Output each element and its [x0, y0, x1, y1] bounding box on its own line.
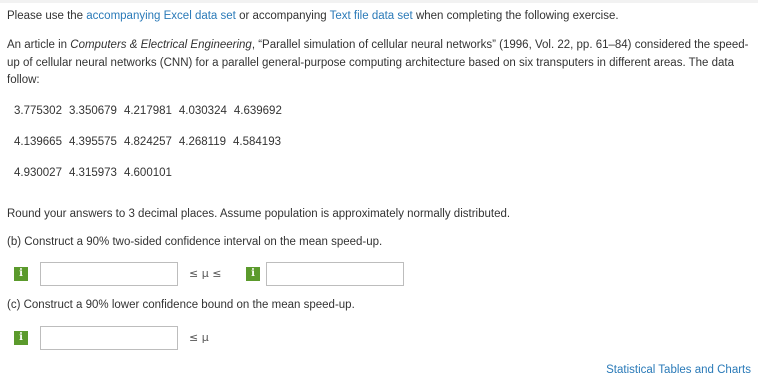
part-b-lower-input[interactable] [40, 262, 178, 286]
rounding-instruction: Round your answers to 3 decimal places. Assume population is approximately normally distributed. [7, 208, 511, 220]
data-value: 4.930027 [14, 167, 62, 179]
data-value: 4.139665 [14, 136, 62, 148]
data-value: 4.030324 [178, 105, 227, 117]
data-value: 4.584193 [233, 136, 281, 148]
part-c-lower-input[interactable] [40, 326, 178, 350]
interval-relation: ≤ μ ≤ [189, 267, 222, 280]
statistical-tables-link[interactable]: Statistical Tables and Charts [606, 364, 751, 376]
excel-data-link[interactable]: accompanying Excel data set [86, 10, 236, 22]
part-b-question: (b) Construct a 90% two-sided confidence interval on the mean speed-up. [7, 236, 383, 248]
intro-text-2: or accompanying [235, 10, 330, 22]
data-value: 4.395575 [68, 136, 117, 148]
data-row-3 [14, 165, 179, 181]
data-row-1 [14, 103, 289, 119]
article-rest: , “Parallel simulation of cellular neural networks” (1996, Vol. 22, pp. 61–84) considered the speed-up of cellular neural networks (CNN) for a parallel general-purpose computing architecture based on six transputers in different areas. The data follow: [7, 39, 749, 86]
intro-text-3: when completing the following exercise. [412, 10, 619, 22]
data-value: 4.217981 [123, 105, 172, 117]
data-value: 4.268119 [178, 136, 227, 148]
info-icon[interactable]: i [246, 267, 260, 281]
info-icon[interactable]: i [14, 331, 28, 345]
text-file-data-link[interactable]: Text file data set [329, 10, 413, 22]
data-value: 4.315973 [68, 167, 117, 179]
data-value: 4.600101 [123, 167, 172, 179]
part-c-question: (c) Construct a 90% lower confidence bound on the mean speed-up. [7, 299, 355, 311]
data-value: 3.350679 [68, 105, 117, 117]
part-b-upper-input[interactable] [266, 262, 404, 286]
data-row-2 [14, 134, 288, 150]
data-value: 4.639692 [233, 105, 282, 117]
journal-name: Computers & Electrical Engineering [70, 39, 252, 51]
bound-relation: ≤ μ [189, 331, 209, 344]
data-value: 4.824257 [123, 136, 172, 148]
article-prefix: An article in [7, 39, 71, 51]
info-icon[interactable]: i [14, 267, 28, 281]
article-description [7, 37, 752, 90]
intro-line [7, 8, 752, 26]
top-divider [0, 0, 758, 3]
data-value: 3.775302 [14, 105, 62, 117]
intro-text-1: Please use the [7, 10, 87, 22]
